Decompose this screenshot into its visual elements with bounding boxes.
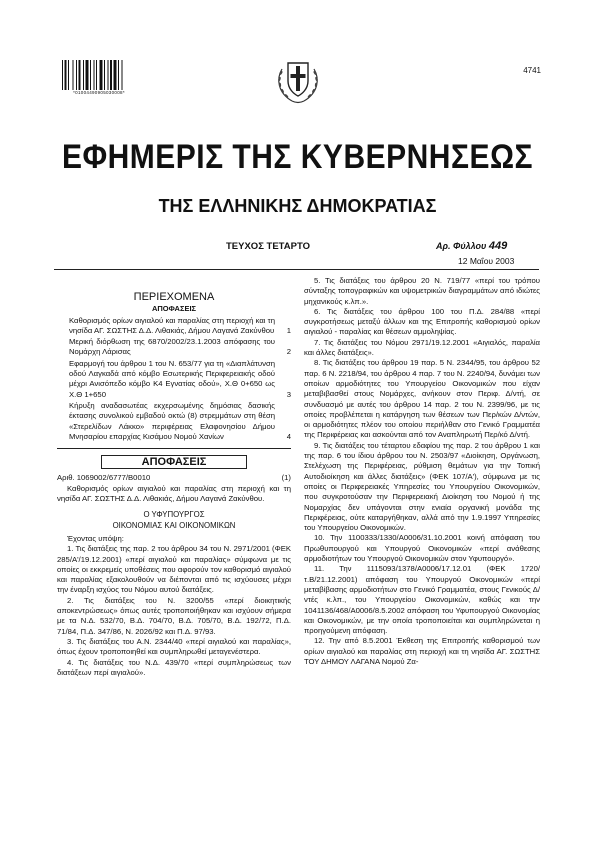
sheet-label: Αρ. Φύλλου bbox=[436, 241, 487, 251]
sheet-number-value: 449 bbox=[488, 240, 508, 252]
consideration-item: 5. Τις διατάξεις του άρθρου 20 Ν. 719/77 «περί του τρόπου σύνταξης τοπογραφικών και υψομετρικών διαγραμμάτων από ιδιώτες μηχανικούς κ.λπ.». bbox=[304, 276, 540, 306]
consideration-item: 1. Τις διατάξεις της παρ. 2 του άρθρου 34 του Ν. 2971/2001 (ΦΕΚ 285/Α'/19.12.2001) «περί αιγιαλού και παραλίας» σύμφωνα με τις οποίες οι εκκρεμείς υποθέσεις που αφορούν τον καθορισμό αιγιαλού και παραλίας εξακολουθούν να διέπονται από τις ισχύουσες μέχρι την έναρξη ισχύος του Νόμου αυτού διατάξεις. bbox=[57, 544, 291, 595]
section-divider bbox=[57, 448, 291, 449]
decision-ref-number: Αριθ. 1069002/6777/Β0010 bbox=[57, 473, 151, 483]
decisions-heading bbox=[57, 457, 291, 467]
gazette-title: ΕΦΗΜΕΡΙΣ ΤΗΣ ΚΥΒΕΡΝΗΣΕΩΣ bbox=[61, 138, 534, 176]
toc-entry-page: 3 bbox=[286, 389, 291, 399]
toc-entry bbox=[57, 316, 291, 337]
authority-title: Ο ΥΦΥΠΟΥΡΓΟΣ bbox=[143, 510, 205, 520]
header-divider bbox=[54, 269, 539, 270]
page-number: 4741 bbox=[523, 66, 541, 75]
decision-ref-mark: (1) bbox=[281, 473, 291, 483]
consideration-item: 8. Τις διατάξεις του άρθρου 19 παρ. 5 Ν. 2344/95, του άρθρου 52 παρ. 6 Ν. 2218/94, του άρθρου 4 παρ. 7 του Ν. 2240/94, δυνάμει των οποίων αρμοδιότητες του Υπουργείου Οικονομικών που είχαν μεταβιβασθεί στους Νομάρχες, ανήκουν στον Περιφ. Δ/ντή, σε συνδυασμό με αυτές του άρθρου 14 παρ. 2 του Ν. 2399/96, με τις οποίες προβλέπεται η κατάργηση των θέσεων των Περ/κών Δ/ντών, οι αρμοδιότητες πλέον του οποίου περιήλθαν στο Γενικό Γραμματέα της Περιφέρειας και ασκούνται από τον Αναπληρωτή Περ/κό Δ/ντή. bbox=[304, 358, 540, 440]
sheet-number bbox=[436, 240, 507, 252]
toc-entry bbox=[57, 359, 291, 400]
consideration-item: 12. Την από 8.5.2001 Έκθεση της Επιτροπής καθορισμού των ορίων αιγιαλού και παραλίας στη περιοχή και τη νησίδα ΑΓ. ΣΩΣΤΗΣ ΤΟΥ ΔΗΜΟΥ ΛΑΓΑΝΑ Νομού Ζα- bbox=[304, 636, 540, 666]
barcode-number: *01004490905030008* bbox=[73, 90, 125, 95]
toc-subheading: ΑΠΟΦΑΣΕΙΣ bbox=[151, 304, 197, 314]
considering-intro: Έχοντας υπόψη: bbox=[67, 533, 124, 543]
consideration-item: 11. Την 1115093/1378/Α0006/17.12.01 (ΦΕΚ 1720/τ.Β/21.12.2001) απόφαση του Υπουργού Οικονομικών «περί μεταβίβασης αρμοδιοτήτων στο Γενικό Γραμματέα, στους Γενικούς Δ/ντές κ.λπ., του Υπουργείου Οικονομικών, καθώς και την 1041136/468/Α0006/8.5.2002 απόφαση του Υφυπουργού Οικονομίας και Οικονομικών, με την οποία τροποποιείται και συμπληρώνεται η προηγούμενη απόφαση. bbox=[304, 564, 540, 636]
toc-heading: ΠΕΡΙΕΧΟΜΕΝΑ bbox=[133, 291, 215, 303]
consideration-item: 6. Τις διατάξεις του άρθρου 100 του Π.Δ. 284/88 «περί συγκροτήσεως μεταξύ άλλων και της Επιτροπής καθορισμού ορίων αιγιαλού - παραλίας και θέσεων αμμοληψίας. bbox=[304, 306, 540, 337]
consideration-item: 3. Τις διατάξεις του Α.Ν. 2344/40 «περί αιγιαλού και παραλίας», όπως έχουν τροποποιηθεί και συμπληρωθεί μεταγενέστερα. bbox=[57, 636, 291, 657]
toc-entry-text: Εφαρμογή του άρθρου 1 του Ν. 653/77 για τη «Διαπλάτυνση οδού Λαγκαδά από κόμβο Εσωτερικής Περιφερειακής οδού μέχρι Ανισόπεδο κόμβο Κ4 Εγνατίας οδού», Χ.Θ 0+650 ως Χ.Θ 1+650 bbox=[69, 358, 275, 399]
toc-entry-page: 1 bbox=[286, 325, 291, 335]
consideration-item: 2. Τις διατάξεις του Ν. 3200/55 «περί διοικητικής αποκεντρώσεως» όπως αυτές τροποποιήθηκαν και ισχύουν σήμερα με τα Ν.Δ. 532/70, Β.Δ. 704/70, Β.Δ. 705/70, Β.Δ. 192/72, Π.Δ. 71/84, Π.Δ. 347/86, Ν. 2026/92 και Π.Δ. 97/93. bbox=[57, 595, 291, 636]
issue-date: 12 Μαΐου 2003 bbox=[458, 256, 515, 266]
toc-entry bbox=[57, 401, 291, 442]
decision-reference bbox=[57, 473, 291, 483]
toc-entry-text: Κήρυξη αναδασωτέας εκχερσωμένης δημόσιας δασικής έκτασης συνολικού εμβαδού οκτώ (8) στρεμμάτων στη θέση «Στερελίδων Λάκκο» περιφέρειας Ελαφονησίου Δήμου Μνησαρίου επαρχίας Κισάμου Νομού Χανίων bbox=[69, 400, 275, 441]
barcode bbox=[62, 60, 136, 90]
gazette-subtitle: ΤΗΣ ΕΛΛΗΝΙΚΗΣ ΔΗΜΟΚΡΑΤΙΑΣ bbox=[158, 196, 437, 216]
left-column bbox=[57, 276, 291, 678]
consideration-item: 4. Τις διατάξεις του Ν.Δ. 439/70 «περί συμπληρώσεως των διατάξεων περί αιγιαλού». bbox=[57, 657, 291, 677]
right-column bbox=[304, 276, 540, 667]
toc-entry-page: 4 bbox=[286, 431, 291, 441]
toc-entry-text: Καθορισμός ορίων αιγιαλού και παραλίας στη περιοχή και τη νησίδα ΑΓ. ΣΩΣΤΗΣ Δ.Δ. Λιθακιάς, Δήμου Λαγανά Ζακύνθου bbox=[69, 315, 275, 335]
toc-entry-page: 2 bbox=[286, 347, 291, 357]
consideration-item: 10. Την 1100333/1330/Α0006/31.10.2001 κοινή απόφαση του Πρωθυπουργού και Υπουργού Οικονομικών «περί ανάθεσης αρμοδιοτήτων του Υπουργού Οικονομικών στον Υφυπουργό». bbox=[304, 533, 540, 564]
toc-entry-text: Μερική διόρθωση της 6870/2002/23.1.2003 απόφασης του Νομάρχη Λάρισας bbox=[69, 337, 275, 357]
decisions-heading-label: ΑΠΟΦΑΣΕΙΣ bbox=[101, 455, 248, 469]
coat-of-arms-emblem bbox=[274, 55, 322, 105]
issue-label: ΤΕΥΧΟΣ ΤΕΤΑΡΤΟ bbox=[226, 241, 310, 252]
decision-title: Καθορισμός ορίων αιγιαλού και παραλίας στη περιοχή και τη νησίδα ΑΓ. ΣΩΣΤΗΣ Δ.Δ. Λιθακιάς, Δήμου Λαγανά Ζακύνθου. bbox=[57, 483, 291, 504]
consideration-item: 7. Τις διατάξεις του Νόμου 2971/19.12.2001 «Αιγιαλός, παραλία και άλλες διατάξεις». bbox=[304, 337, 540, 358]
authority-ministry: ΟΙΚΟΝΟΜΙΑΣ ΚΑΙ ΟΙΚΟΝΟΜΙΚΩΝ bbox=[112, 520, 236, 530]
consideration-item: 9. Τις διατάξεις του τέταρτου εδαφίου της παρ. 2 του άρθρου 1 και της παρ. 6 του ίδιου άρθρου του Ν. 2503/97 «Διοίκηση, Οργάνωση, Στελέχωση της Περιφέρειας, ρύθμιση θεμάτων για την Τοπική Αυτοδιοίκηση και άλλες διατάξεις» (ΦΕΚ 107/Α'), σύμφωνα με τις οποίες οι Περιφερειακές Υπηρεσίες του Υπουργείου Οικονομικών, που συγκροτούσαν την Περιφερειακή Διοίκηση του Νομού ή της Νομαρχίας δεν υπάγονται στην ενιαία οργανική μονάδα της Περιφέρειας, ούτε καταργήθηκαν, αλλά από την 1.9.1997 Υπηρεσίες του Υπουργείου Οικονομικών. bbox=[304, 440, 540, 533]
toc-entry bbox=[57, 337, 291, 358]
